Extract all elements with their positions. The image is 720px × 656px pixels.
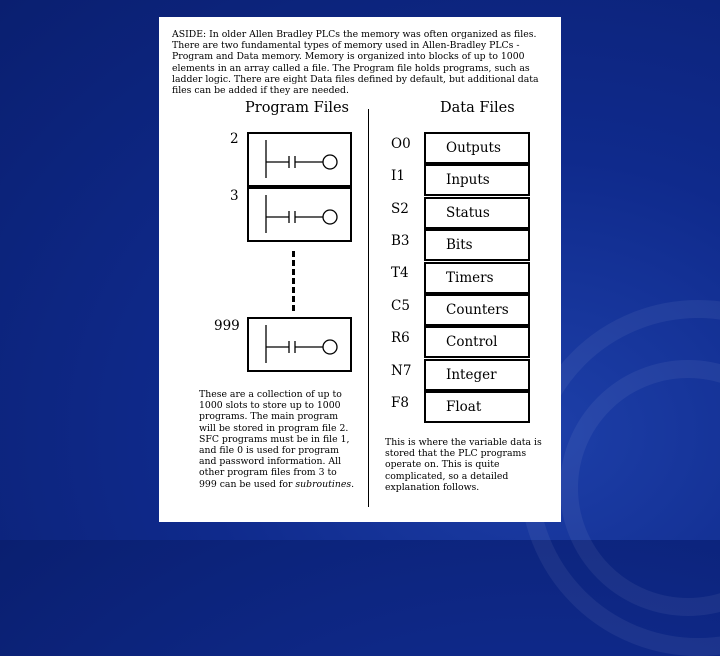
data-file-box: Integer	[424, 359, 530, 391]
program-file-number: 2	[230, 131, 239, 147]
data-file-box: Float	[424, 391, 530, 423]
data-file-box: Inputs	[424, 164, 530, 196]
data-file-code: N7	[391, 363, 412, 379]
data-file-box: Control	[424, 326, 530, 358]
data-file-box: Status	[424, 197, 530, 229]
column-divider	[368, 109, 369, 507]
data-file-box: Bits	[424, 229, 530, 261]
data-file-code: R6	[391, 330, 410, 346]
aside-text: ASIDE: In older Allen Bradley PLCs the memory was often organized as files. There are two fundamental types of memory used in Allen-Bradley PLCs - Program and Data memory. Memory is organized into blocks of up to 1000 elements in an array called a file. The Program file holds programs, such as ladder logic. There are eight Data files defined by default, but additional data files can be added if they are needed.	[172, 29, 539, 97]
program-file-number: 999	[214, 318, 240, 334]
program-files-note-end: .	[351, 478, 355, 490]
data-files-heading: Data Files	[440, 100, 515, 116]
program-file-box	[247, 132, 352, 187]
program-file-number: 3	[230, 188, 239, 204]
data-file-box: Counters	[424, 294, 530, 326]
program-file-box	[247, 187, 352, 242]
program-files-note-emphasis: subroutines	[295, 478, 352, 490]
program-files-note-text: These are a collection of up to 1000 slots to store up to 1000 programs. The main program will be stored in program file 2. SFC programs must be in file 1, and file 0 is used for program and password information. All other program files from 3 to 999 can be used for	[199, 389, 350, 490]
data-file-code: S2	[391, 201, 409, 217]
program-file-box	[247, 317, 352, 372]
data-file-box: Outputs	[424, 132, 530, 164]
data-file-code: B3	[391, 233, 410, 249]
program-files-note	[199, 389, 357, 490]
program-files-heading: Program Files	[245, 100, 349, 116]
data-files-note: This is where the variable data is stored that the PLC programs operate on. This is quite complicated, so a detailed explanation follows.	[385, 437, 542, 493]
data-file-code: O0	[391, 136, 411, 152]
data-file-box: Timers	[424, 262, 530, 294]
ladder-rung-icon	[249, 319, 350, 370]
continuation-dots	[292, 251, 295, 311]
data-file-code: C5	[391, 298, 410, 314]
data-file-code: I1	[391, 168, 405, 184]
ladder-rung-icon	[249, 134, 350, 185]
memory-diagram-image	[159, 17, 561, 522]
data-file-code: T4	[391, 265, 409, 281]
ladder-rung-icon	[249, 189, 350, 240]
data-file-code: F8	[391, 395, 409, 411]
